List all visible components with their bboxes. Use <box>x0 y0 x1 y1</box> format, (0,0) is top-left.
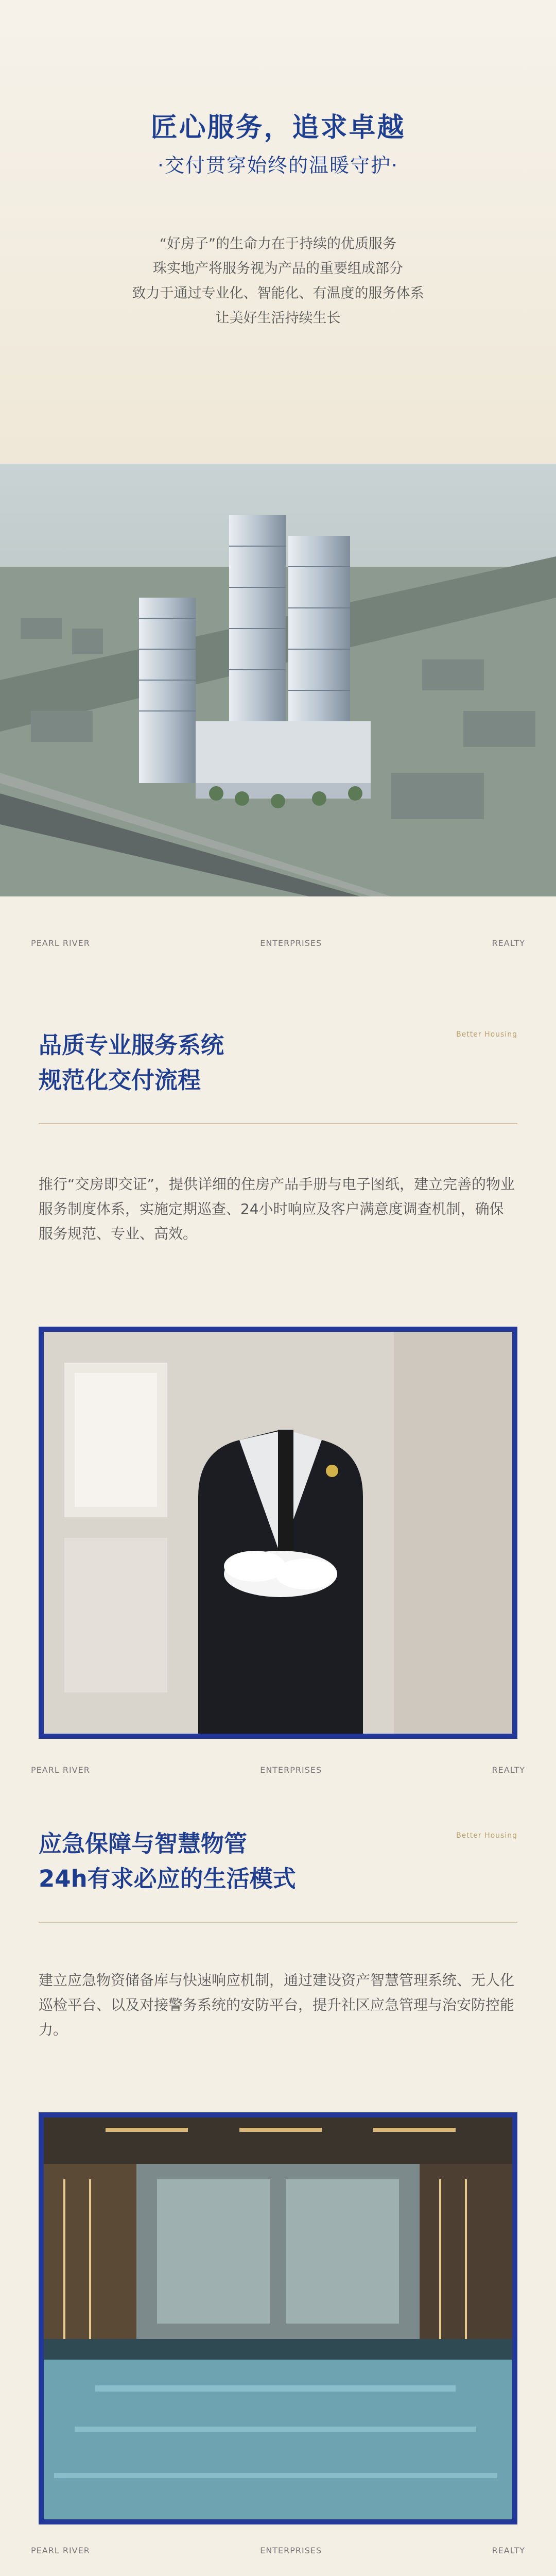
section-title <box>39 1028 224 1098</box>
brand-left: PEARL RIVER <box>31 1765 90 1775</box>
section-title <box>39 1826 296 1896</box>
hero-body-line: 让美好生活持续生长 <box>215 310 341 326</box>
brand-center: ENTERPRISES <box>260 938 322 948</box>
hero-section <box>0 0 556 464</box>
brand-band <box>0 2535 556 2566</box>
hero-subtitle: ·交付贯穿始终的温暖守护· <box>157 154 399 177</box>
aerial-city-image <box>0 464 556 896</box>
hero-title: 匠心服务，追求卓越 <box>150 112 406 143</box>
brand-left: PEARL RIVER <box>31 2545 90 2555</box>
butler-image <box>39 1327 517 1739</box>
lobby-pool-image <box>39 2112 517 2524</box>
brand-right: REALTY <box>492 2545 525 2555</box>
hero-body-line: 珠实地产将服务视为产品的重要组成部分 <box>153 261 403 277</box>
hero-body-line: 致力于通过专业化、智能化、有温度的服务体系 <box>132 285 424 301</box>
section-divider <box>39 1123 517 1124</box>
section-divider <box>39 1922 517 1923</box>
brand-center: ENTERPRISES <box>260 2545 322 2555</box>
section-title-line: 24h有求必应的生活模式 <box>39 1865 296 1892</box>
brand-left: PEARL RIVER <box>31 938 90 948</box>
brand-right: REALTY <box>492 938 525 948</box>
section-body: 推行“交房即交证”，提供详细的住房产品手册与电子图纸，建立完善的物业服务制度体系，实施定期巡查、24小时响应及客户满意度调查机制，确保服务规范、专业、高效。 <box>39 1176 515 1242</box>
section-tag: Better Housing <box>456 1832 517 1840</box>
section-title-line: 品质专业服务系统 <box>39 1031 224 1059</box>
brand-band <box>0 1754 556 1785</box>
section-body: 建立应急物资储备库与快速响应机制，通过建设资产智慧管理系统、无人化巡检平台、以及对接警务系统的安防平台，提升社区应急管理与治安防控能力。 <box>39 1972 515 2038</box>
section-tag: Better Housing <box>456 1030 517 1039</box>
section-title-line: 规范化交付流程 <box>39 1066 201 1094</box>
section-title-line: 应急保障与智慧物管 <box>39 1830 248 1857</box>
brand-right: REALTY <box>492 1765 525 1775</box>
hero-body <box>0 232 556 331</box>
brand-center: ENTERPRISES <box>260 1765 322 1775</box>
hero-body-line: “好房子”的生命力在于持续的优质服务 <box>160 236 396 252</box>
brand-band <box>0 927 556 958</box>
